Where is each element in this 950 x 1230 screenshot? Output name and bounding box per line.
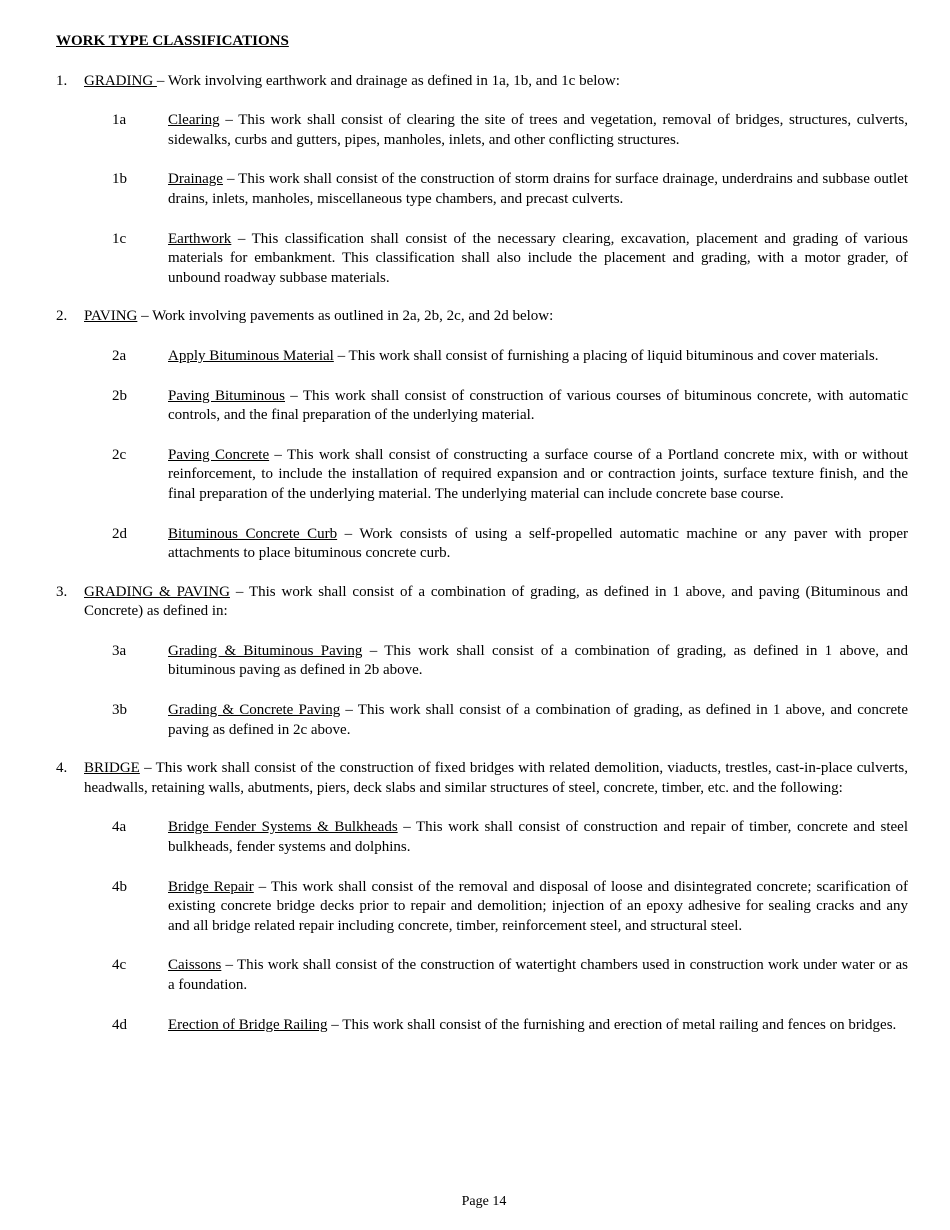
subsection-text: [168, 230, 908, 289]
subsection-description: – Work consists of using a self-propelled automatic machine or any paver with proper attachments to place bituminous concrete curb.: [168, 525, 909, 562]
subsection-text: [168, 956, 908, 995]
page-number: Page 14: [461, 1194, 507, 1209]
document-title: WORK TYPE CLASSIFICATIONS: [56, 33, 289, 49]
section-term: GRADING: [84, 72, 157, 89]
subsection-description: – This work shall consist of furnishing a placing of liquid bituminous and cover materials.: [333, 347, 879, 364]
subsection-2a: [56, 347, 908, 367]
section-text: [84, 583, 908, 622]
subsection-number: 4d: [112, 1016, 127, 1033]
subsection-description: – This work shall consist of clearing the site of trees and vegetation, removal of bridges, structures, culverts, sidewalks, curbs and gutters, pipes, manholes, inlets, and other conflicting structures.: [168, 112, 908, 148]
section-description: – Work involving pavements as outlined in 2a, 2b, 2c, and 2d below:: [137, 308, 554, 325]
subsection-text: [168, 446, 908, 505]
section-term: BRIDGE: [84, 760, 140, 777]
subsection-term: Bridge Fender Systems & Bulkheads: [168, 819, 398, 836]
subsection-number: 2d: [112, 525, 127, 542]
subsection-description: – This classification shall consist of the necessary clearing, excavation, placement and grading of various materials for embankment. This classification shall also include the placement and grading, with a motor grader, of unbound roadway subbase materials.: [168, 230, 908, 286]
subsection-description: – This work shall consist of a combination of grading, as defined in 1 above, and bituminous paving as defined in 2b above.: [168, 642, 908, 679]
subsection-text: [168, 642, 908, 681]
subsection-description: – This work shall consist of construction of various courses of bituminous concrete, with automatic controls, and the final preparation of the underlying material.: [168, 387, 908, 424]
section-term: PAVING: [84, 308, 138, 325]
subsection-number: 1b: [112, 171, 127, 188]
section-text: [84, 72, 908, 92]
section-grading: [56, 72, 908, 289]
section-grading-paving: [56, 583, 908, 741]
subsection-description: – This work shall consist of the furnishing and erection of metal railing and fences on bridges.: [327, 1016, 897, 1033]
section-number: 3.: [56, 583, 68, 600]
section-description: – This work shall consist of the construction of fixed bridges with related demolition, viaducts, trestles, cast-in-place culverts, headwalls, retaining walls, abutments, piers, deck slabs and similar structures of steel, concrete, timber, etc. and the following:: [84, 760, 908, 796]
subsection-description: – This work shall consist of the construction of storm drains for surface drainage, underdrains and subbase outlet drains, inlets, manholes, miscellaneous type chambers, and precast culverts.: [168, 171, 908, 207]
subsection-term: Apply Bituminous Material: [168, 347, 334, 364]
subsection-4b: [56, 878, 908, 937]
subsection-description: – This work shall consist of constructing a surface course of a Portland concrete mix, with or without reinforcement, to include the installation of required expansion and or contraction joints, surface texture finish, and the final preparation of the underlying material. The underlying material can include concrete base course.: [168, 446, 908, 502]
subsection-text: [168, 170, 908, 209]
section-description: – This work shall consist of a combination of grading, as defined in 1 above, and paving (Bituminous and Concrete) as defined in:: [84, 583, 908, 620]
subsection-term: Bridge Repair: [168, 878, 254, 895]
section-text: [84, 759, 908, 798]
section-paving: [56, 307, 908, 563]
section-description: – Work involving earthwork and drainage as defined in 1a, 1b, and 1c below:: [156, 72, 620, 89]
subsection-number: 3a: [112, 642, 127, 659]
subsection-term: Clearing: [168, 112, 220, 129]
section-text: [84, 307, 908, 327]
subsection-text: [168, 111, 908, 150]
section-heading: [56, 583, 908, 622]
subsection-term: Grading & Bituminous Paving: [168, 642, 363, 659]
subsection-term: Grading & Concrete Paving: [168, 702, 341, 719]
section-heading: [56, 759, 908, 798]
subsection-description: – This work shall consist of construction and repair of timber, concrete and steel bulkheads, fender systems and dolphins.: [168, 819, 908, 856]
subsection-term: Caissons: [168, 957, 222, 974]
subsection-term: Erection of Bridge Railing: [168, 1016, 328, 1033]
subsection-text: [168, 818, 908, 857]
subsection-number: 2c: [112, 446, 127, 463]
subsection-2d: [56, 525, 908, 564]
subsection-text: [168, 347, 908, 367]
section-heading: [56, 307, 908, 327]
subsection-2c: [56, 446, 908, 505]
subsection-4c: [56, 956, 908, 995]
section-heading: [56, 72, 908, 92]
subsection-number: 1a: [112, 112, 127, 129]
section-number: 4.: [56, 760, 68, 777]
subsection-1b: [56, 170, 908, 209]
subsection-text: [168, 701, 908, 740]
subsection-number: 4c: [112, 957, 127, 974]
subsection-term: Drainage: [168, 171, 223, 188]
section-term: GRADING & PAVING: [84, 583, 230, 600]
document-page: [56, 32, 908, 1054]
subsection-text: [168, 387, 908, 426]
subsection-2b: [56, 387, 908, 426]
subsection-number: 3b: [112, 702, 127, 719]
subsection-term: Bituminous Concrete Curb: [168, 525, 338, 542]
subsection-text: [168, 525, 908, 564]
subsection-description: – This work shall consist of the construction of watertight chambers used in construction work under water or as a foundation.: [168, 957, 908, 993]
subsection-number: 2a: [112, 347, 127, 364]
classification-list: [56, 72, 908, 1036]
subsection-description: – This work shall consist of the removal and disposal of loose and disintegrated concrete; scarification of existing concrete bridge decks prior to repair and demolition; injection of an epoxy adhesive for sealing cracks and any and all bridge related repair including concrete, timber, reinforcement steel, and structural steel.: [168, 878, 909, 934]
subsection-term: Paving Bituminous: [168, 387, 285, 404]
subsection-3b: [56, 701, 908, 740]
subsection-term: Paving Concrete: [168, 446, 270, 463]
subsection-4d: [56, 1016, 908, 1036]
section-number: 2.: [56, 308, 68, 325]
subsection-4a: [56, 818, 908, 857]
subsection-description: – This work shall consist of a combination of grading, as defined in 1 above, and concrete paving as defined in 2c above.: [168, 702, 908, 738]
subsection-term: Earthwork: [168, 230, 232, 247]
subsection-1a: [56, 111, 908, 150]
subsection-text: [168, 878, 908, 937]
subsection-1c: [56, 230, 908, 289]
subsection-number: 4a: [112, 819, 127, 836]
subsection-3a: [56, 642, 908, 681]
subsection-number: 1c: [112, 230, 127, 247]
subsection-number: 2b: [112, 387, 127, 404]
subsection-text: [168, 1016, 908, 1036]
subsection-number: 4b: [112, 878, 127, 895]
section-number: 1.: [56, 72, 68, 89]
section-bridge: [56, 759, 908, 1035]
